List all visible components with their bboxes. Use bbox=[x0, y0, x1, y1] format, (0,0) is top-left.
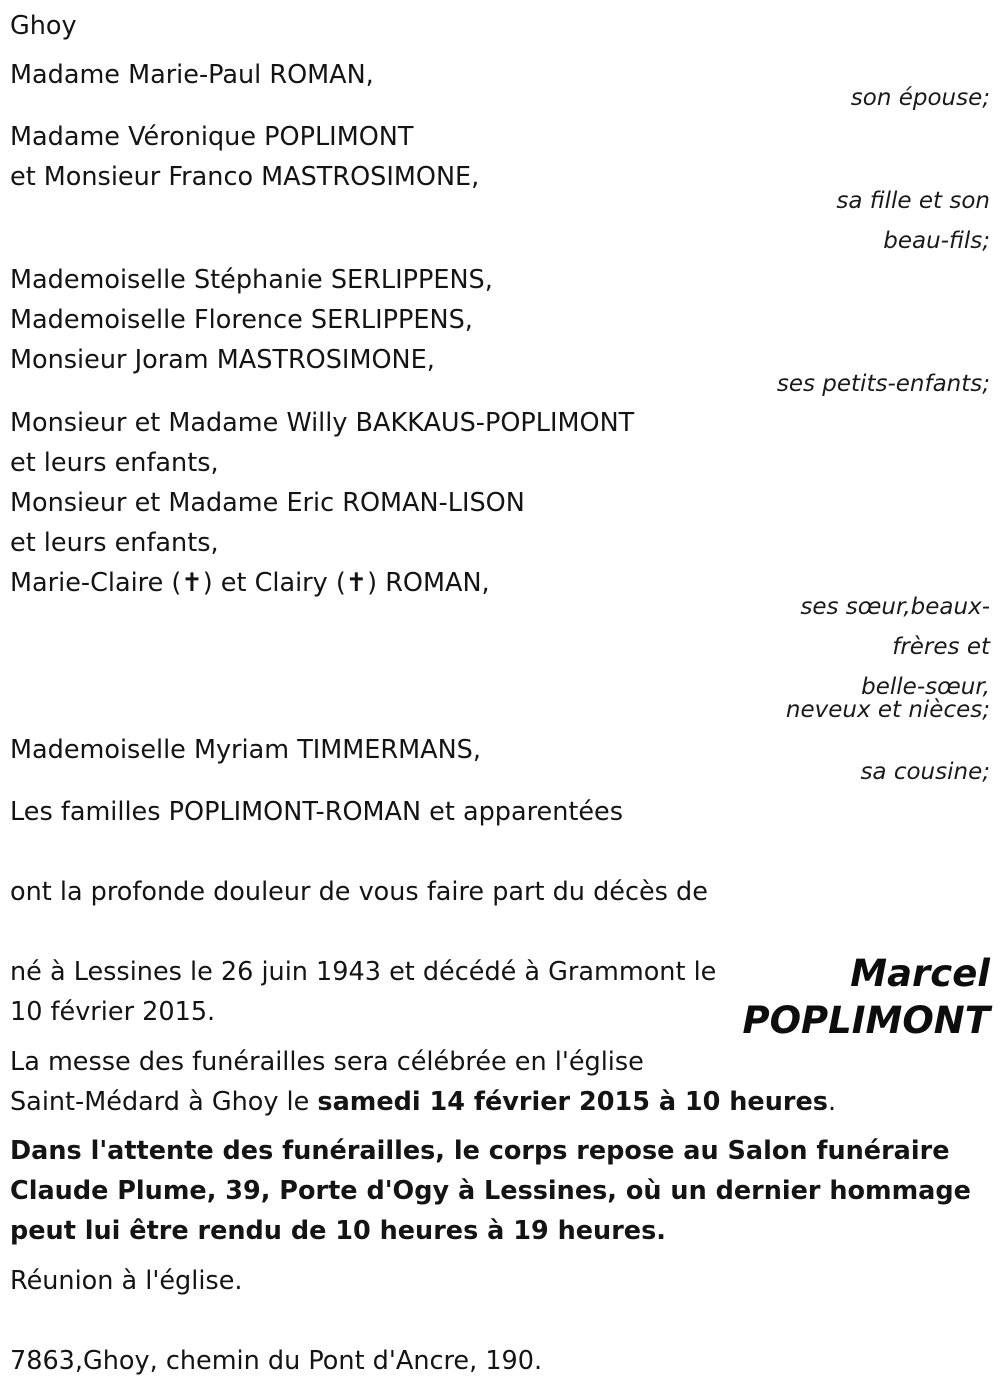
gathering-text: Réunion à l'église. bbox=[10, 1266, 243, 1296]
funeral-mass-line: La messe des funérailles sera célébrée en l'église bbox=[10, 1047, 644, 1077]
viewing-line: peut lui être rendu de 10 heures à 19 heures. bbox=[10, 1216, 666, 1246]
family-line: Mademoiselle Myriam TIMMERMANS, bbox=[10, 735, 481, 765]
relation-label: sa fille et son bbox=[836, 188, 990, 214]
birth-death-line: 10 février 2015. bbox=[10, 997, 216, 1027]
deceased-first-name: Marcel bbox=[850, 952, 990, 995]
relation-label: beau-fils; bbox=[883, 228, 990, 254]
relation-label: neveux et nièces; bbox=[785, 697, 990, 723]
announcement-text: ont la profonde douleur de vous faire part du décès de bbox=[10, 877, 708, 907]
relation-label: son épouse; bbox=[850, 85, 990, 111]
family-line: Mademoiselle Stéphanie SERLIPPENS, bbox=[10, 265, 493, 295]
relation-label: frères et bbox=[892, 634, 990, 660]
viewing-line: Dans l'attente des funérailles, le corps repose au Salon funéraire bbox=[10, 1136, 950, 1166]
address-text: 7863,Ghoy, chemin du Pont d'Ancre, 190. bbox=[10, 1346, 543, 1376]
family-line: et Monsieur Franco MASTROSIMONE, bbox=[10, 162, 480, 192]
family-line: et leurs enfants, bbox=[10, 448, 219, 478]
viewing-line: Claude Plume, 39, Porte d'Ogy à Lessines, où un dernier hommage bbox=[10, 1176, 971, 1206]
family-line: Madame Véronique POPLIMONT bbox=[10, 122, 414, 152]
family-line: Marie-Claire (✝) et Clairy (✝) ROMAN, bbox=[10, 568, 490, 598]
funeral-date: samedi 14 février 2015 à 10 heures bbox=[317, 1087, 828, 1117]
family-line: Monsieur et Madame Eric ROMAN-LISON bbox=[10, 488, 525, 518]
family-line: Monsieur et Madame Willy BAKKAUS-POPLIMONT bbox=[10, 408, 635, 438]
relation-label: sa cousine; bbox=[860, 759, 990, 785]
family-line: Mademoiselle Florence SERLIPPENS, bbox=[10, 305, 473, 335]
funeral-mass-suffix: . bbox=[827, 1087, 837, 1117]
deceased-last-name: POPLIMONT bbox=[742, 999, 990, 1042]
place-name: Ghoy bbox=[10, 11, 77, 41]
funeral-mass-prefix: Saint-Médard à Ghoy le bbox=[10, 1087, 318, 1117]
family-line: Les familles POPLIMONT-ROMAN et apparentées bbox=[10, 797, 624, 827]
relation-label: ses sœur,beaux- bbox=[800, 594, 990, 620]
birth-death-line: né à Lessines le 26 juin 1943 et décédé à Grammont le bbox=[10, 957, 717, 987]
family-line: et leurs enfants, bbox=[10, 528, 219, 558]
family-line: Monsieur Joram MASTROSIMONE, bbox=[10, 345, 435, 375]
relation-label: belle-sœur, bbox=[861, 674, 990, 700]
family-line: Madame Marie-Paul ROMAN, bbox=[10, 60, 374, 90]
funeral-mass-line bbox=[10, 1082, 836, 1122]
relation-label: ses petits-enfants; bbox=[776, 371, 990, 397]
